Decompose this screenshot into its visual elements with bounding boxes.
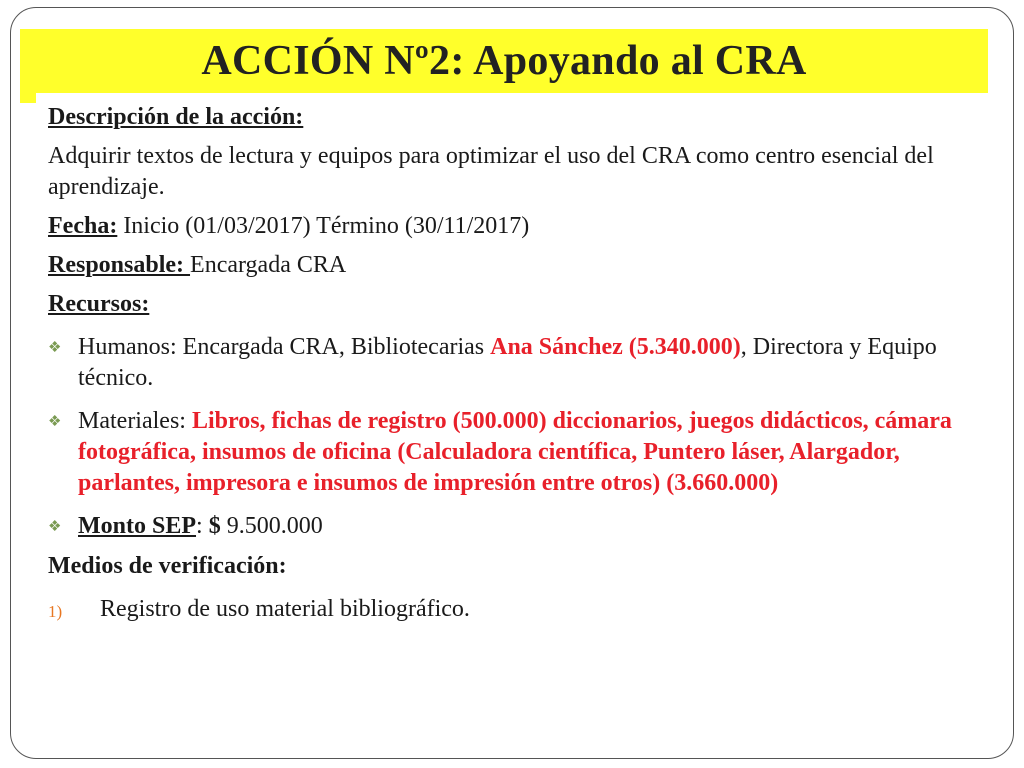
medios-heading: [48, 551, 978, 582]
materiales-highlight: Libros, fichas de registro (500.000) diccionarios, juegos didácticos, cámara fotográfica, insumos de oficina (Calculadora científica, Puntero láser, Alargador, parlantes, impresora e insumos de impresión entre otros) (3.660.000): [78, 408, 952, 496]
humanos-suffix: , Directora y Equipo técnico.: [78, 334, 937, 391]
diamond-bullet-icon: ❖: [48, 414, 62, 430]
responsable-value: Encargada CRA: [190, 252, 347, 278]
materiales-prefix: Materiales:: [78, 408, 192, 434]
monto-label: Monto SEP: [78, 513, 197, 539]
diamond-bullet-icon: ❖: [48, 340, 62, 356]
fecha-value: Inicio (01/03/2017) Término (30/11/2017): [117, 213, 530, 239]
title-band-tab: [20, 93, 36, 103]
responsable-label: Responsable:: [48, 252, 191, 278]
monto-value: 9.500.000: [220, 513, 323, 539]
medios-item-text: Registro de uso material bibliográfico.: [100, 596, 470, 622]
medios-item-1: [48, 594, 978, 627]
responsable-line: [48, 250, 978, 281]
list-number: 1): [48, 602, 63, 621]
materiales-item: [48, 406, 978, 499]
humanos-prefix: Humanos: Encargada CRA, Bibliotecarias: [78, 334, 491, 360]
descripcion-heading: [48, 102, 978, 133]
monto-colon: :: [196, 513, 209, 539]
humanos-item: [48, 332, 978, 394]
slide-content: [48, 102, 978, 627]
medios-label: Medios de verificación:: [48, 553, 287, 579]
recursos-label: Recursos:: [48, 291, 150, 317]
slide-title: ACCIÓN Nº2: Apoyando al CRA: [201, 38, 807, 84]
diamond-bullet-icon: ❖: [48, 519, 62, 535]
descripcion-label: Descripción de la acción:: [48, 104, 304, 130]
fecha-line: [48, 211, 978, 242]
recursos-heading: [48, 289, 978, 320]
humanos-highlight: Ana Sánchez (5.340.000): [490, 334, 741, 360]
monto-currency: $: [208, 513, 221, 539]
fecha-label: Fecha:: [48, 213, 118, 239]
descripcion-text: Adquirir textos de lectura y equipos para optimizar el uso del CRA como centro esencial del aprendizaje.: [48, 143, 934, 200]
monto-item: [48, 511, 978, 543]
